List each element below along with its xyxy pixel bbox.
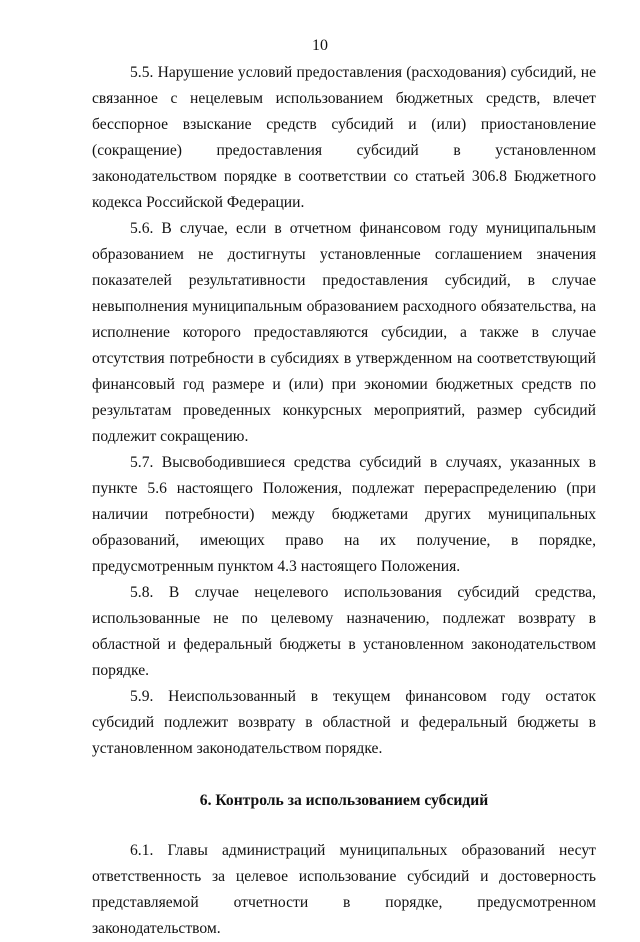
spacer bbox=[92, 762, 596, 788]
page-number: 10 bbox=[312, 37, 328, 54]
section-heading: 6. Контроль за использованием субсидий bbox=[199, 792, 489, 809]
paragraph-5-7: 5.7. Высвободившиеся средства субсидий в случаях, указанных в пункте 5.6 настоящего Положения, подлежат перераспределению (при наличии потребности) между бюджетами других муниципальных образований, имеющих право на их получение, в порядке, предусмотренным пунктом 4.3 настоящего Положения. bbox=[92, 454, 596, 575]
paragraph-5-6: 5.6. В случае, если в отчетном финансовом году муниципальным образованием не достигнуты установленные соглашением значения показателей результативности предоставления субсидий, в случае невыполнения муниципальным образованием расходного обязательства, на исполнение которого предоставляются субсидии, а также в случае отсутствия потребности в субсидиях в утвержденном на соответствующий финансовый год размере и (или) при экономии бюджетных средств по результатам проведенных конкурсных мероприятий, размер субсидий подлежит сокращению. bbox=[92, 220, 596, 445]
paragraph-5-5: 5.5. Нарушение условий предоставления (расходования) субсидий, не связанное с нецелевым использованием бюджетных средств, влечет бесспорное взыскание средств субсидий и (или) приостановление (сокращение) предоставления субсидий в установленном законодательством порядке в соответствии со статьей 306.8 Бюджетного кодекса Российской Федерации. bbox=[92, 64, 596, 211]
paragraph-5-8: 5.8. В случае нецелевого использования субсидий средства, использованные не по целевому назначению, подлежат возврату в областной и федеральный бюджеты в установленном законодательством порядке. bbox=[92, 584, 596, 679]
document-body bbox=[92, 60, 596, 942]
paragraph-6-1: 6.1. Главы администраций муниципальных образований несут ответственность за целевое использование субсидий и достоверность представляемой отчетности в порядке, предусмотренном законодательством. bbox=[92, 842, 596, 937]
paragraph-5-9: 5.9. Неиспользованный в текущем финансовом году остаток субсидий подлежит возврату в областной и федеральный бюджеты в установленном законодательством порядке. bbox=[92, 688, 596, 757]
spacer bbox=[92, 814, 596, 838]
